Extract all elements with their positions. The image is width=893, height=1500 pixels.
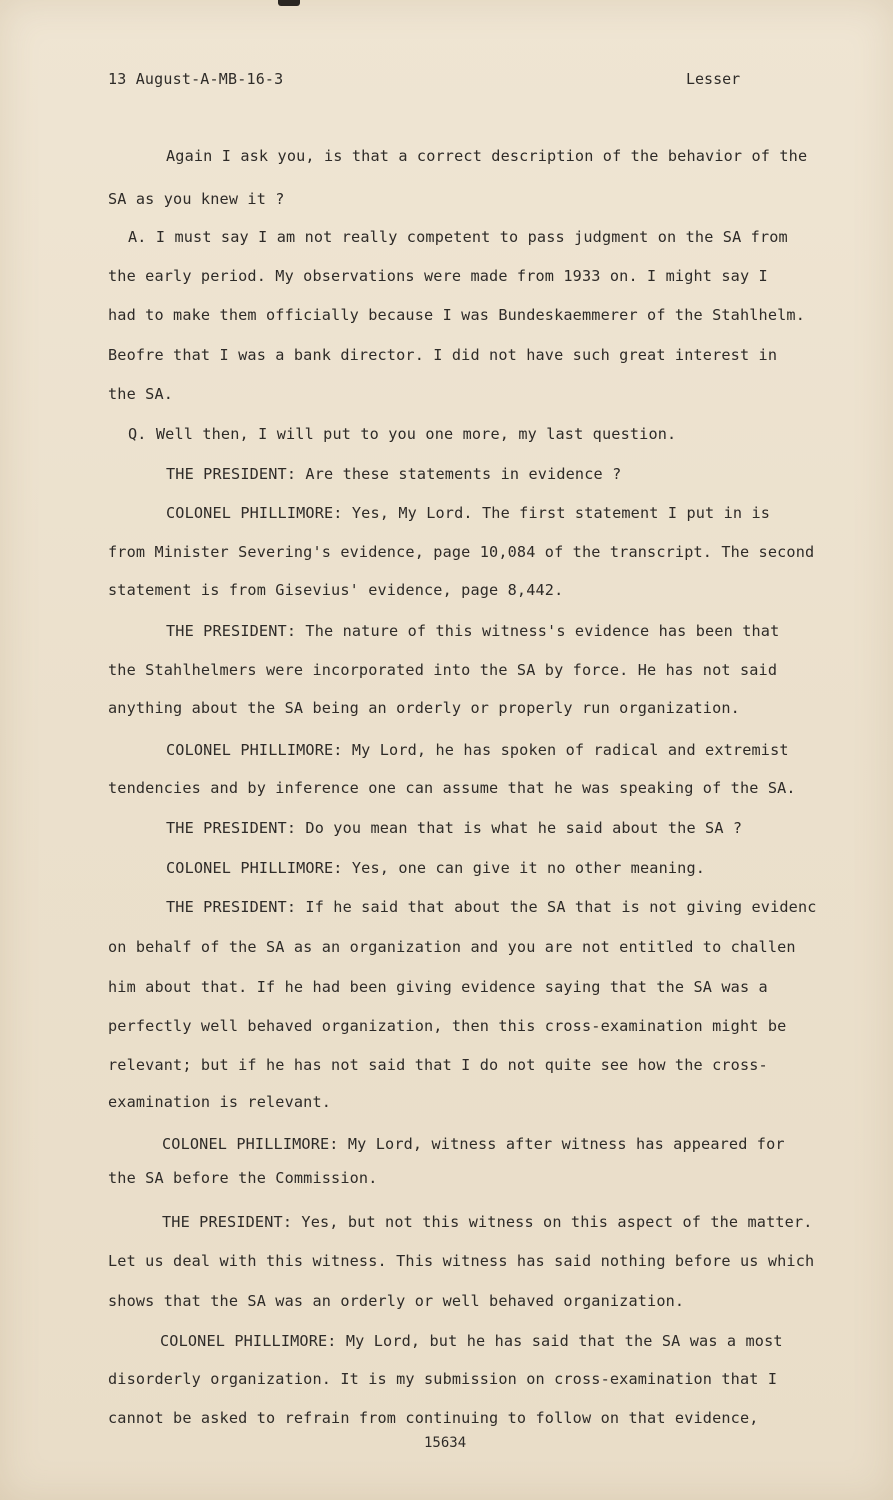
transcript-line: SA as you knew it ?	[108, 190, 285, 208]
transcript-line: COLONEL PHILLIMORE: My Lord, witness after witness has appeared for	[162, 1135, 785, 1153]
transcript-line: Q. Well then, I will put to you one more, my last question.	[128, 425, 677, 443]
transcript-line: from Minister Severing's evidence, page 10,084 of the transcript. The second	[108, 543, 815, 561]
document-reference: 13 August-A-MB-16-3	[108, 70, 284, 88]
transcript-line: COLONEL PHILLIMORE: My Lord, but he has said that the SA was a most	[160, 1332, 783, 1350]
transcript-line: THE PRESIDENT: Are these statements in evidence ?	[166, 465, 622, 483]
transcript-line: the Stahlhelmers were incorporated into the SA by force. He has not said	[108, 661, 778, 679]
transcript-line: COLONEL PHILLIMORE: Yes, My Lord. The first statement I put in is	[166, 504, 771, 522]
transcript-line: disorderly organization. It is my submission on cross-examination that I	[108, 1370, 778, 1388]
transcript-line: the SA.	[108, 385, 174, 403]
transcript-line: perfectly well behaved organization, then this cross-examination might be	[108, 1017, 787, 1035]
transcript-line: Beofre that I was a bank director. I did not have such great interest in	[108, 346, 778, 364]
transcript-line: THE PRESIDENT: The nature of this witness's evidence has been that	[166, 622, 780, 640]
transcript-line: examination is relevant.	[108, 1093, 332, 1111]
transcript-line: A. I must say I am not really competent to pass judgment on the SA from	[128, 228, 788, 246]
binder-tab-mark	[278, 0, 300, 6]
transcript-line: cannot be asked to refrain from continuing to follow on that evidence,	[108, 1409, 759, 1427]
transcript-line: Again I ask you, is that a correct description of the behavior of the	[166, 147, 808, 165]
transcript-line: Let us deal with this witness. This witness has said nothing before us which	[108, 1252, 815, 1270]
transcript-line: THE PRESIDENT: If he said that about the SA that is not giving evidenc	[166, 898, 817, 916]
transcript-line: had to make them officially because I was Bundeskaemmerer of the Stahlhelm.	[108, 306, 806, 324]
witness-name: Lesser	[686, 70, 741, 88]
transcript-line: relevant; but if he has not said that I do not quite see how the cross-	[108, 1056, 768, 1074]
transcript-line: THE PRESIDENT: Yes, but not this witness on this aspect of the matter.	[162, 1213, 813, 1231]
transcript-line: the early period. My observations were made from 1933 on. I might say I	[108, 267, 768, 285]
transcript-line: shows that the SA was an orderly or well behaved organization.	[108, 1292, 685, 1310]
transcript-line: COLONEL PHILLIMORE: My Lord, he has spoken of radical and extremist	[166, 741, 789, 759]
transcript-line: COLONEL PHILLIMORE: Yes, one can give it no other meaning.	[166, 859, 706, 877]
transcript-line: anything about the SA being an orderly or properly run organization.	[108, 699, 740, 717]
transcript-line: on behalf of the SA as an organization and you are not entitled to challen	[108, 938, 796, 956]
transcript-line: him about that. If he had been giving evidence saying that the SA was a	[108, 978, 768, 996]
transcript-line: THE PRESIDENT: Do you mean that is what he said about the SA ?	[166, 819, 743, 837]
transcript-line: statement is from Gisevius' evidence, page 8,442.	[108, 581, 564, 599]
transcript-line: tendencies and by inference one can assume that he was speaking of the SA.	[108, 779, 796, 797]
transcript-line: the SA before the Commission.	[108, 1169, 378, 1187]
page-number: 15634	[424, 1435, 467, 1451]
